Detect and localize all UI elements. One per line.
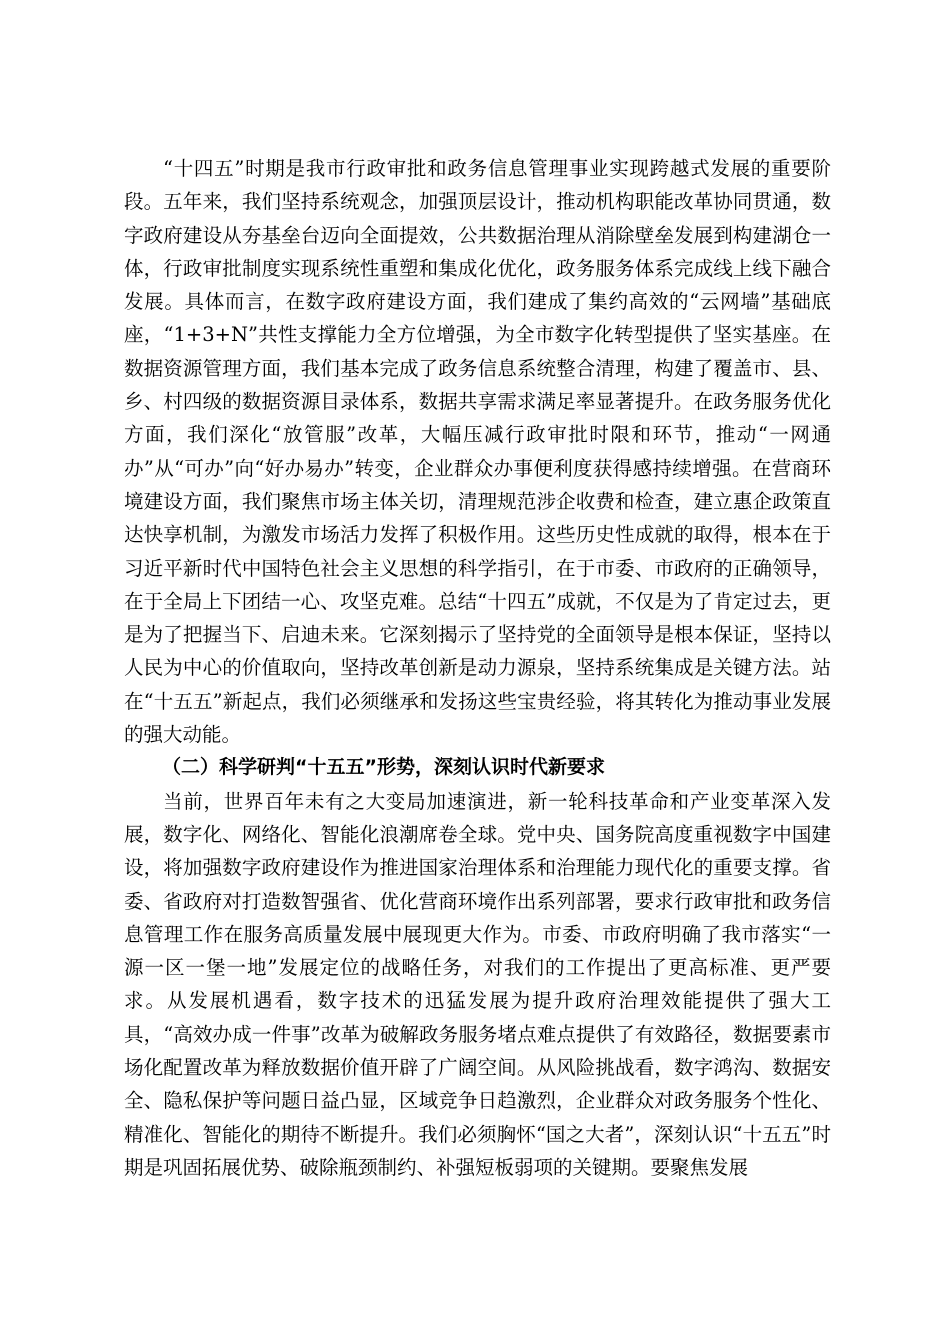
body-paragraph: “十四五”时期是我市行政审批和政务信息管理事业实现跨越式发展的重要阶段。五年来，我们坚持系统观念，加强顶层设计，推动机构职能改革协同贯通，数字政府建设从夯基垒台迈向全面提效，公共数据治理从消除壁垒发展到构建湖仓一体，行政审批制度实现系统性重塑和集成化优化，政务服务体系完成线上线下融合发展。具体而言，在数字政府建设方面，我们建成了集约高效的“云网墙”基础底座，“1+3+N”共性支撑能力全方位增强，为全市数字化转型提供了坚实基座。在数据资源管理方面，我们基本完成了政务信息系统整合清理，构建了覆盖市、县、乡、村四级的数据资源目录体系，数据共享需求满足率显著提升。在政务服务优化方面，我们深化“放管服”改革，大幅压减行政审批时限和环节，推动“一网通办”从“可办”向“好办易办”转变，企业群众办事便利度获得感持续增强。在营商环境建设方面，我们聚焦市场主体关切，清理规范涉企收费和检查，建立惠企政策直达快享机制，为激发市场活力发挥了积极作用。这些历史性成就的取得，根本在于习近平新时代中国特色社会主义思想的科学指引，在于市委、市政府的正确领导，在于全局上下团结一心、攻坚克难。总结“十四五”成就，不仅是为了肯定过去，更是为了把握当下、启迪未来。它深刻揭示了坚持党的全面领导是根本保证，坚持以人民为中心的价值取向，坚持改革创新是动力源泉，坚持系统集成是关键方法。站在“十五五”新起点，我们必须继承和发扬这些宝贵经验，将其转化为推动事业发展的强大动能。: [124, 157, 831, 747]
document-body: [124, 152, 831, 1184]
body-paragraph: 当前，世界百年未有之大变局加速演进，新一轮科技革命和产业变革深入发展，数字化、网络化、智能化浪潮席卷全球。党中央、国务院高度重视数字中国建设，将加强数字政府建设作为推进国家治理体系和治理能力现代化的重要支撑。省委、省政府对打造数智强省、优化营商环境作出系列部署，要求行政审批和政务信息管理工作在服务高质量发展中展现更大作为。市委、市政府明确了我市落实“一源一区一堡一地”发展定位的战略任务，对我们的工作提出了更高标准、更严要求。从发展机遇看，数字技术的迅猛发展为提升政府治理效能提供了强大工具，“高效办成一件事”改革为破解政务服务堵点难点提供了有效路径，数据要素市场化配置改革为释放数据价值开辟了广阔空间。从风险挑战看，数字鸿沟、数据安全、隐私保护等问题日益凸显，区域竞争日趋激烈，企业群众对政务服务个性化、精准化、智能化的期待不断提升。我们必须胸怀“国之大者”，深刻认识“十五五”时期是巩固拓展优势、破除瓶颈制约、补强短板弱项的关键期。要聚焦发展: [124, 789, 831, 1179]
section-heading: （二）科学研判“十五五”形势，深刻认识时代新要求: [162, 756, 605, 779]
